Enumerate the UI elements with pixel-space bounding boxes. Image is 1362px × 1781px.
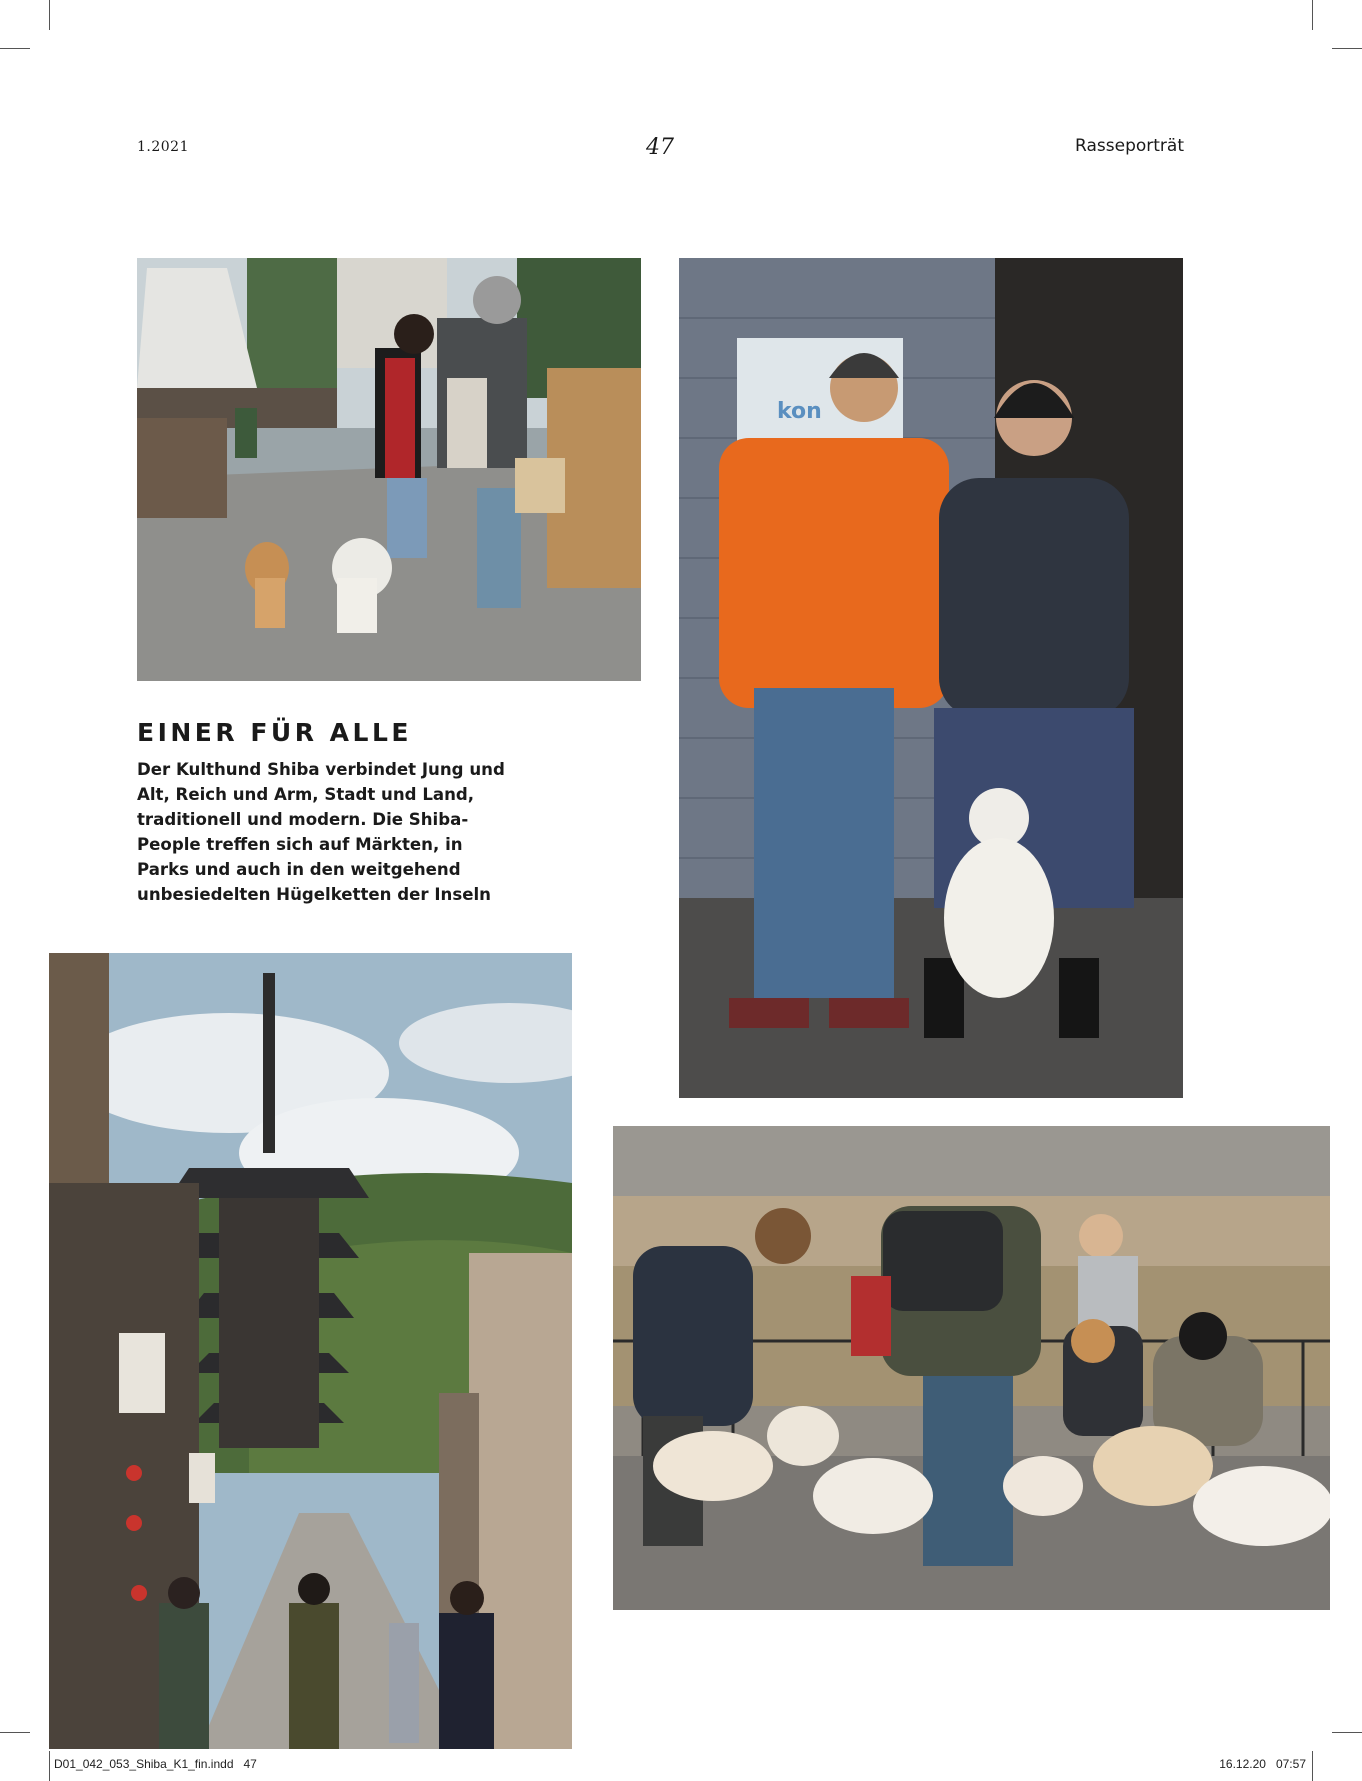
photo-pagoda-street — [49, 953, 572, 1749]
photo-group-with-shiba-dogs-icon — [613, 1126, 1330, 1610]
article-lead: Der Kulthund Shiba verbindet Jung und Alt, Reich und Arm, Stadt und Land, traditionell und modern. Die Shiba-People treffen sich auf Märkten, in Parks und auch in den weitgehend unbesiedelten Hügelketten der Inseln — [137, 760, 505, 904]
photo-couple-portrait — [679, 258, 1183, 1098]
timestamp: 16.12.20 07:57 — [1219, 1757, 1306, 1771]
crop-mark — [1332, 48, 1362, 49]
sign-text: kon — [777, 399, 822, 424]
crop-mark — [0, 1732, 30, 1733]
photo-two-women-two-shiba-dogs-icon — [137, 258, 641, 681]
crop-mark — [49, 0, 50, 30]
article-headline: EINER FÜR ALLE — [137, 718, 412, 747]
issue-number: 1.2021 — [137, 139, 189, 155]
crop-mark — [1332, 1732, 1362, 1733]
crop-mark — [1312, 1751, 1313, 1781]
page-number: 47 — [646, 135, 674, 160]
crop-mark — [0, 48, 30, 49]
photo-kyoto-pagoda-street-icon — [49, 953, 572, 1749]
file-slug: D01_042_053_Shiba_K1_fin.indd 47 — [54, 1757, 257, 1771]
crop-mark — [1312, 0, 1313, 30]
photo-bridge-dogs — [137, 258, 641, 681]
photo-park-group — [613, 1126, 1330, 1610]
photo-couple-with-white-shiba-icon — [679, 258, 1183, 1098]
crop-mark — [49, 1751, 50, 1781]
section-title: Rasseporträt — [1075, 136, 1184, 156]
